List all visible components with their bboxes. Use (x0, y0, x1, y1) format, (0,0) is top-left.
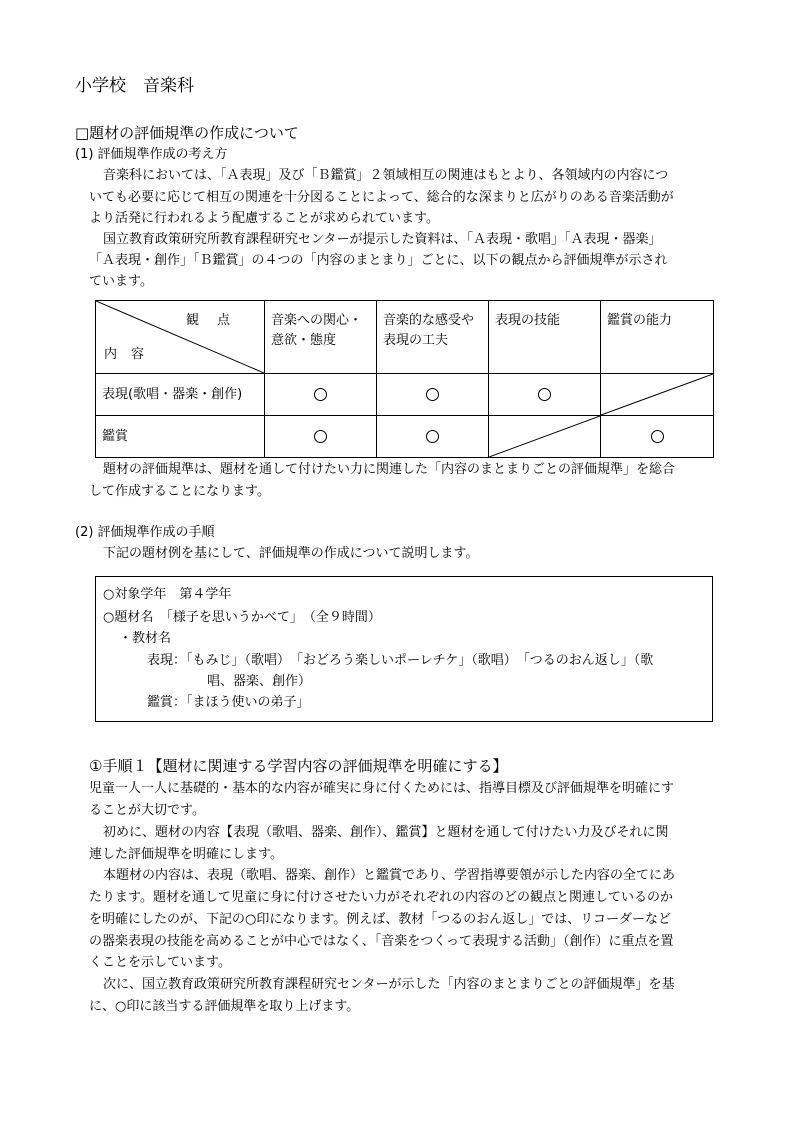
box-grade: ○対象学年 第４学年 (103, 587, 232, 602)
table-cell (601, 416, 714, 458)
paragraph-line: 次に、国立教育政策研究所教育課程研究センターが示した「内容のまとまりごとの評価規準」を基 (103, 977, 675, 992)
table-cell (377, 374, 489, 416)
header-line: 表現の工夫 (383, 333, 449, 348)
paragraph-line: 国立教育政策研究所教育課程研究センターが提示した資料は、「Ａ表現・歌唱」「Ａ表現・器楽」 (103, 232, 662, 247)
paragraph-line: に、○印に該当する評価規準を取り上げます。 (89, 999, 360, 1014)
paragraph-line: くことを示しています。 (89, 955, 231, 970)
circle-mark (314, 388, 327, 401)
row-label: 鑑賞 (96, 416, 265, 458)
subsection-heading-1: (1) 評価規準作成の考え方 (75, 147, 228, 162)
section-heading: □題材の評価規準の作成について (75, 124, 299, 142)
header-line: 鑑賞の能力 (607, 313, 673, 328)
table-header-cell (489, 301, 601, 374)
row-label: 表現(歌唱・器楽・創作) (96, 374, 265, 416)
paragraph-line: 題材の評価規準は、題材を通して付けたい力に関連した「内容のまとまりごとの評価規準」を総合 (103, 462, 676, 477)
corner-label-content: 内容 (104, 347, 159, 362)
paragraph-line: 児童一人一人に基礎的・基本的な内容が確実に身に付くためには、指導目標及び評価規準を明確にす (89, 781, 675, 796)
table-cell-empty (601, 374, 714, 416)
header-line: 音楽的な感受や (383, 313, 475, 328)
paragraph-line: ることが大切です。 (89, 803, 205, 818)
table-header-cell (377, 301, 489, 374)
circle-mark (538, 388, 551, 401)
subsection-heading-2: (2) 評価規準作成の手順 (75, 525, 215, 540)
paragraph-line: 連した評価規準を明確にします。 (89, 847, 283, 862)
table-header-cell (601, 301, 714, 374)
diagonal-line (601, 374, 713, 415)
header-line: 表現の技能 (495, 313, 561, 328)
step1-heading: ①手順１【題材に関連する学習内容の評価規準を明確にする】 (89, 757, 508, 775)
table-cell (265, 374, 377, 416)
paragraph-line: 初めに、題材の内容【表現（歌唱、器楽、創作）、鑑賞】と題材を通して付けたい力及びそれに関 (103, 825, 669, 840)
box-materials-label: ・教材名 (119, 631, 172, 646)
diagonal-line (489, 416, 600, 457)
header-line: 音楽への関心・ (271, 313, 363, 328)
table-row (96, 416, 714, 458)
evaluation-table (95, 300, 714, 458)
circle-mark (651, 430, 664, 443)
table-corner-cell (96, 301, 265, 374)
header-line: 意欲・態度 (271, 333, 337, 348)
box-unit-title: ○題材名 「様子を思いうかべて」 （全９時間） (103, 610, 381, 625)
paragraph-line: たります。題材を通して児童に身に付けさせたい力がそれぞれの内容のどの観点と関連しているのか (89, 890, 673, 905)
paragraph-line: ています。 (89, 274, 153, 289)
circle-mark (426, 430, 439, 443)
table-header-row (96, 301, 714, 374)
table-row (96, 374, 714, 416)
paragraph-line: 音楽科においては、「Ａ表現」及び「Ｂ鑑賞」２領域相互の関連はもとより、各領域内の内容につ (103, 168, 669, 183)
circle-mark (426, 388, 439, 401)
paragraph-line: 「Ａ表現・創作」「Ｂ鑑賞」の４つの「内容のまとまり」ごとに、以下の観点から評価規準が示され (89, 253, 668, 268)
corner-label-viewpoint: 観点 (185, 313, 248, 328)
paragraph-line: の器楽表現の技能を高めることが中心ではなく、「音楽をつくって表現する活動」（創作）に重点を置 (89, 934, 674, 949)
page-title: 小学校 音楽科 (75, 76, 194, 96)
table-cell (265, 416, 377, 458)
paragraph-line: 下記の題材例を基にして、評価規準の作成について説明します。 (103, 546, 479, 561)
circle-mark (314, 430, 327, 443)
table-cell (489, 374, 601, 416)
box-hyogen-line: 表現：「もみじ」（歌唱） 「おどろう楽しいポーレチケ」（歌唱） 「つるのおん返し」（歌 (147, 653, 654, 668)
paragraph-line: を明確にしたのが、下記の○印になります。例えば、教材「つるのおん返し」では、リコーダーなど (89, 912, 672, 927)
paragraph-line: 本題材の内容は、表現（歌唱、器楽、創作）と鑑賞であり、学習指導要領が示した内容の全てにあ (103, 868, 676, 883)
table-cell (377, 416, 489, 458)
box-hyogen-line: 唱、器楽、創作） (207, 674, 312, 689)
paragraph-line: より活発に行われるよう配慮することが求められています。 (89, 211, 439, 226)
example-unit-box (95, 576, 713, 722)
table-header-cell (265, 301, 377, 374)
paragraph-line: いても必要に応じて相互の関連を十分図ることによって、総合的な深まりと広がりのある音楽活動が (89, 190, 674, 205)
box-kansho-line: 鑑賞：「まほう使いの弟子」 (147, 695, 310, 710)
table-cell-empty (489, 416, 601, 458)
paragraph-line: して作成することになります。 (89, 484, 270, 499)
